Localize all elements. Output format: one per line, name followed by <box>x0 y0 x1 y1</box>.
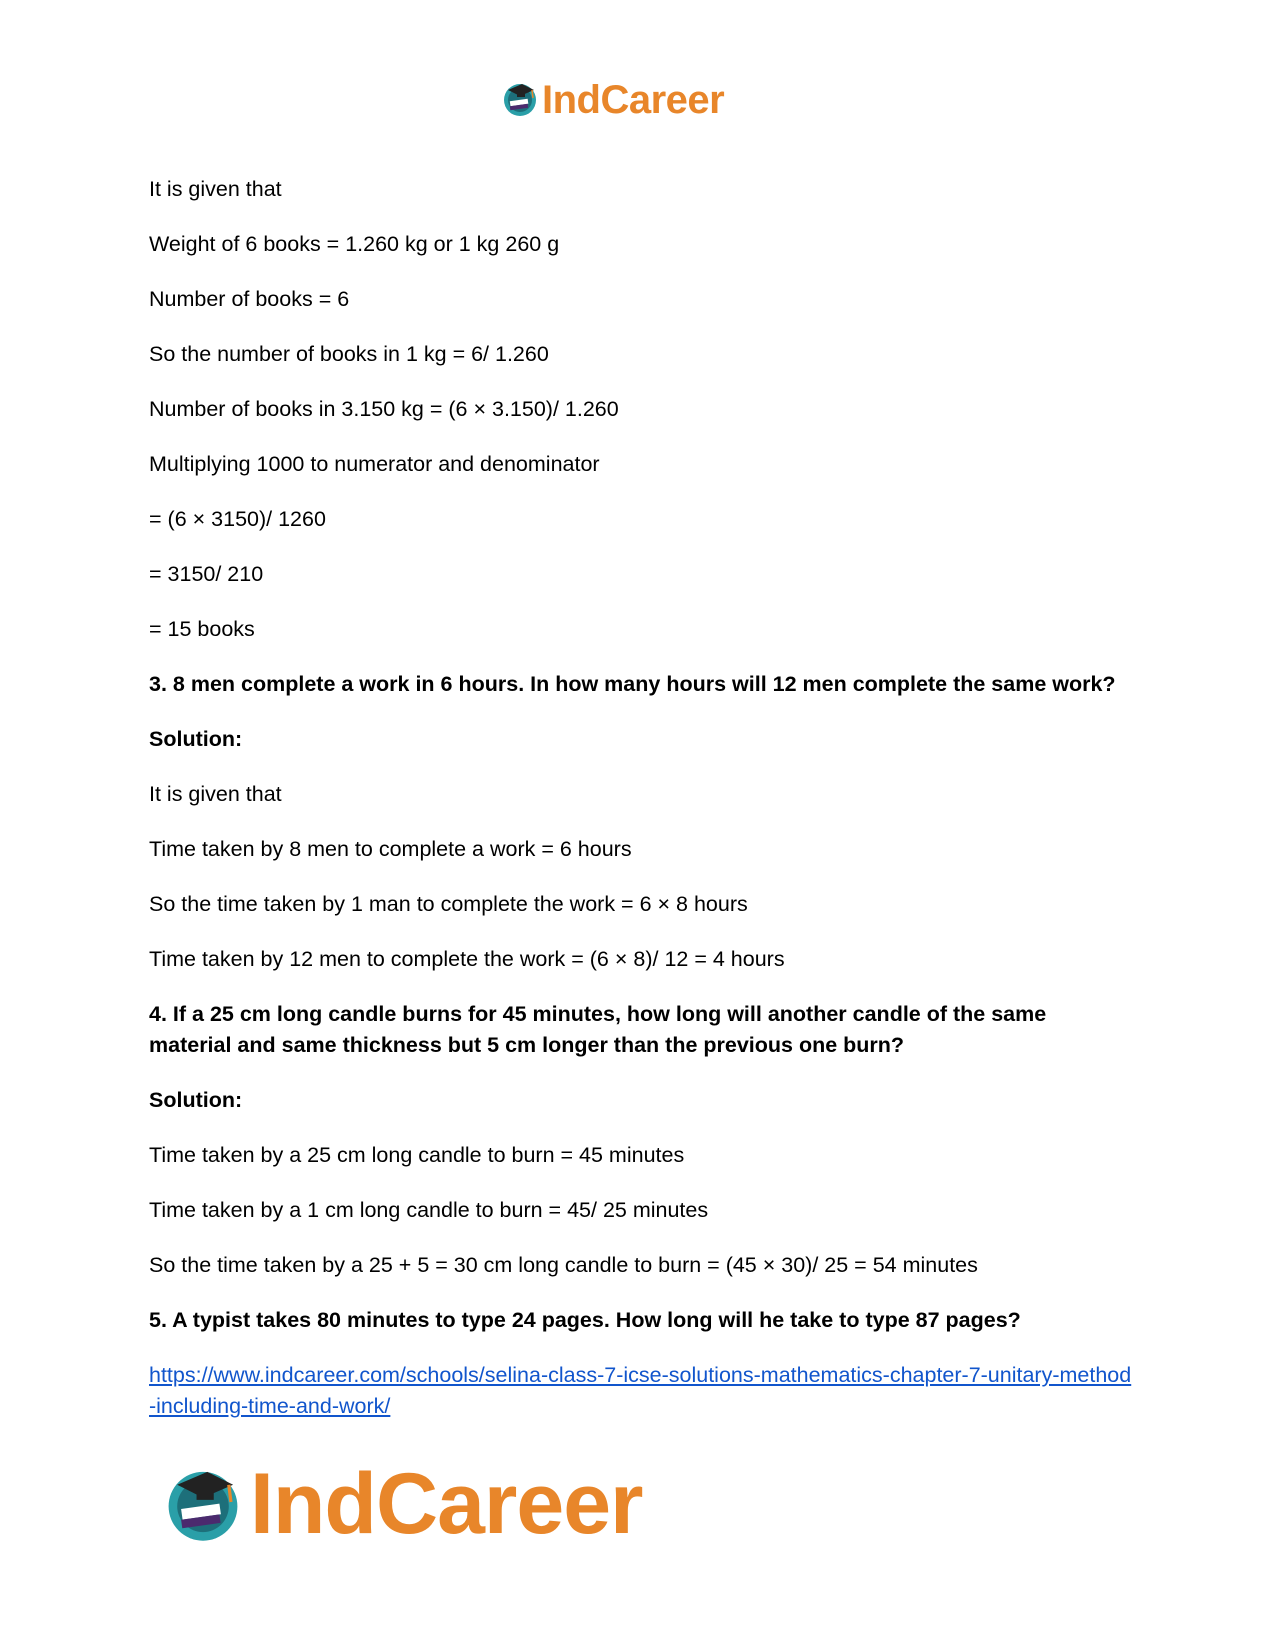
body-paragraph: Weight of 6 books = 1.260 kg or 1 kg 260 g <box>149 232 560 256</box>
question-heading: Solution: <box>149 1088 243 1112</box>
document-body <box>149 174 1134 1422</box>
question-heading: 5. A typist takes 80 minutes to type 24 pages. How long will he take to type 87 pages? <box>149 1308 1021 1332</box>
body-paragraph: = 3150/ 210 <box>149 562 264 586</box>
graduation-book-logo-icon <box>160 1459 246 1550</box>
body-paragraph: Multiplying 1000 to numerator and denominator <box>149 452 600 476</box>
body-paragraph: Number of books = 6 <box>149 287 350 311</box>
source-link[interactable]: https://www.indcareer.com/schools/selina-class-7-icse-solutions-mathematics-chapter-7-unitary-method-including-time-and-work/ <box>149 1363 1132 1418</box>
body-paragraph: Time taken by a 25 cm long candle to burn = 45 minutes <box>149 1143 685 1167</box>
header-logo-text: IndCareer <box>542 78 725 122</box>
body-paragraph: Time taken by 12 men to complete the work = (6 × 8)/ 12 = 4 hours <box>149 947 785 971</box>
footer-logo-text: IndCareer <box>250 1456 643 1552</box>
body-paragraph: = 15 books <box>149 617 255 641</box>
body-paragraph: Number of books in 3.150 kg = (6 × 3.150)/ 1.260 <box>149 397 619 421</box>
body-paragraph: So the number of books in 1 kg = 6/ 1.260 <box>149 342 549 366</box>
graduation-book-logo-icon <box>500 78 540 123</box>
body-paragraph: Time taken by a 1 cm long candle to burn = 45/ 25 minutes <box>149 1198 709 1222</box>
header-logo <box>500 78 724 123</box>
body-paragraph: Time taken by 8 men to complete a work = 6 hours <box>149 837 632 861</box>
body-paragraph: It is given that <box>149 782 282 806</box>
question-heading: Solution: <box>149 727 243 751</box>
question-heading: 4. If a 25 cm long candle burns for 45 minutes, how long will another candle of the same material and same thickness but 5 cm longer than the previous one burn? <box>149 1002 1047 1057</box>
body-paragraph: So the time taken by 1 man to complete the work = 6 × 8 hours <box>149 892 748 916</box>
body-paragraph: So the time taken by a 25 + 5 = 30 cm long candle to burn = (45 × 30)/ 25 = 54 minutes <box>149 1253 978 1277</box>
body-paragraph: It is given that <box>149 177 282 201</box>
footer-logo <box>160 1455 643 1554</box>
body-paragraph: = (6 × 3150)/ 1260 <box>149 507 326 531</box>
question-heading: 3. 8 men complete a work in 6 hours. In how many hours will 12 men complete the same work? <box>149 672 1116 696</box>
